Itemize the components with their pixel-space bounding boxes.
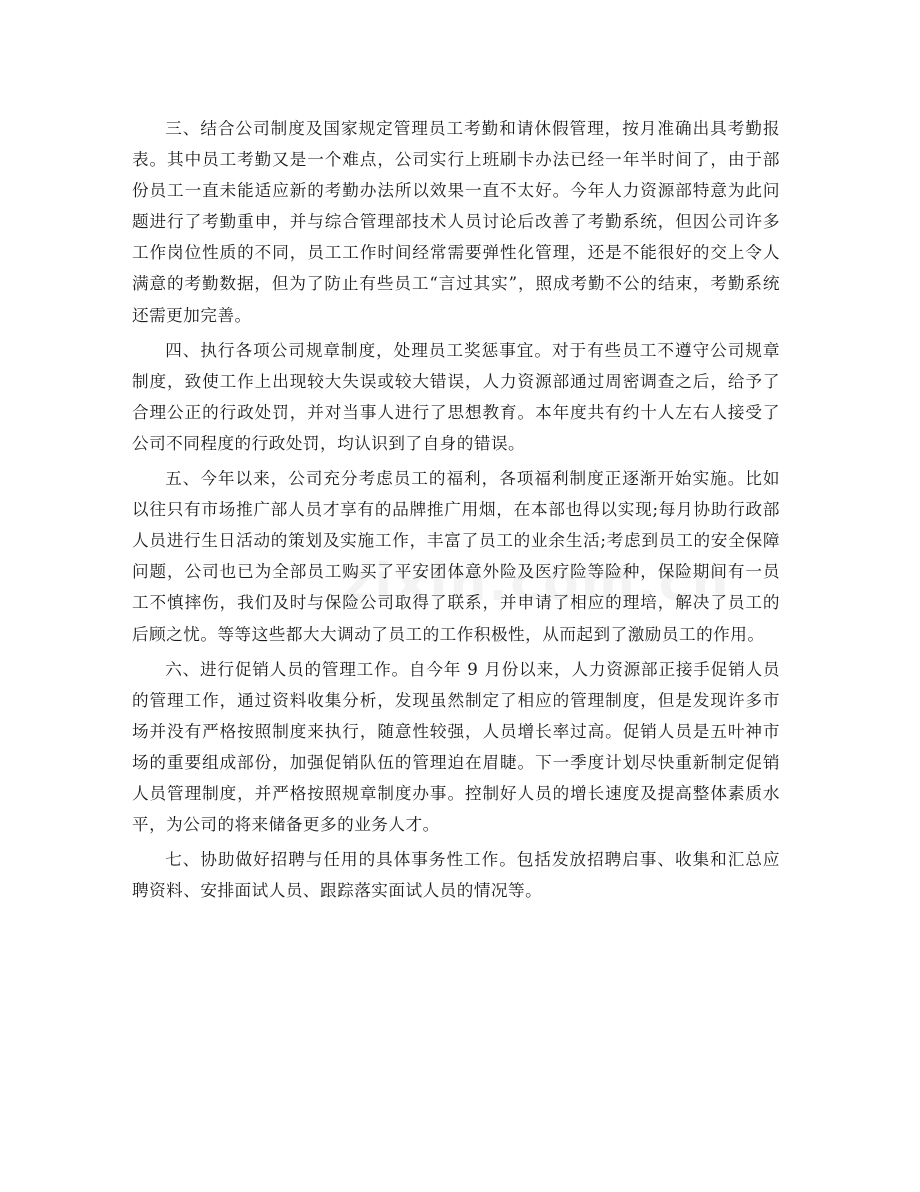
paragraph-welfare: 五、今年以来，公司充分考虑员工的福利，各项福利制度正逐渐开始实施。比如以往只有市场推广部人员才享有的品牌推广用烟，在本部也得以实现;每月协助行政部人员进行生日活动的策划及实施工作，丰富了员工的业余生活;考虑到员工的安全保障问题，公司也已为全部员工购买了平安团体意外险及医疗险等险种，保险期间有一员工不慎摔伤，我们及时与保险公司取得了联系，并申请了相应的理培，解决了员工的后顾之忧。等等这些都大大调动了员工的工作积极性，从而起到了激励员工的作用。 <box>132 469 780 644</box>
paragraph-attendance: 三、结合公司制度及国家规定管理员工考勤和请休假管理，按月准确出具考勤报表。其中员工考勤又是一个难点，公司实行上班刷卡办法已经一年半时间了，由于部份员工一直未能适应新的考勤办法所以效果一直不太好。今年人力资源部特意为此问题进行了考勤重申，并与综合管理部技术人员讨论后改善了考勤系统，但因公司许多工作岗位性质的不同，员工工作时间经常需要弹性化管理，还是不能很好的交上令人满意的考勤数据，但为了防止有些员工“言过其实”，照成考勤不公的结束，考勤系统还需更加完善。 <box>132 119 780 325</box>
paragraph-recruitment: 七、协助做好招聘与任用的具体事务性工作。包括发放招聘启事、收集和汇总应聘资料、安排面试人员、跟踪落实面试人员的情况等。 <box>132 850 780 901</box>
paragraph-discipline: 四、执行各项公司规章制度，处理员工奖惩事宜。对于有些员工不遵守公司规章制度，致使工作上出现较大失误或较大错误，人力资源部通过周密调查之后，给予了合理公正的行政处罚，并对当事人进行了思想教育。本年度共有约十人左右人接受了公司不同程度的行政处罚，均认识到了自身的错误。 <box>132 340 780 453</box>
document-body <box>132 113 780 910</box>
paragraph-promoters: 六、进行促销人员的管理工作。自今年 9 月份以来，人力资源部正接手促销人员的管理工作，通过资料收集分析，发现虽然制定了相应的管理制度，但是发现许多市场并没有严格按照制度来执行，随意性较强，人员增长率过高。促销人员是五叶神市场的重要组成部份，加强促销队伍的管理迫在眉睫。下一季度计划尽快重新制定促销人员管理制度，并严格按照规章制度办事。控制好人员的增长速度及提高整体素质水平，为公司的将来储备更多的业务人才。 <box>132 659 780 835</box>
